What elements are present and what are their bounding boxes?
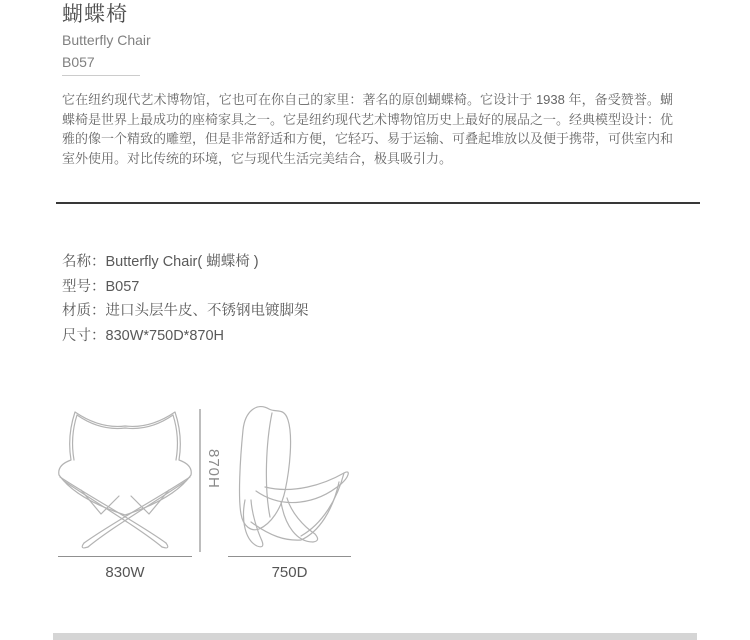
product-description: 它在纽约现代艺术博物馆，它也可在你自己的家里：著名的原创蝴蝶椅。它设计于 1938 年，备受赞誉。蝴蝶椅是世界上最成功的座椅家具之一。它是纽约现代艺术博物馆历史上最好的展品之一。经典模型设计：优雅的像一个精致的雕塑，但是非常舒适和方便，它轻巧、易于运输、可叠起堆放以及便于携带，可供室内和室外使用。对比传统的环境，它与现代生活完美结合，极具吸引力。 <box>62 92 674 166</box>
section-separator <box>56 202 700 204</box>
front-width-dimension-label: 830W <box>105 564 145 581</box>
spec-value: Butterfly Chair( 蝴蝶椅 ) <box>105 254 259 270</box>
height-dimension-label: 870H <box>205 449 222 489</box>
chair-side-view-drawing <box>225 402 355 558</box>
spec-value: 进口头层牛皮、不锈钢电镀脚架 <box>105 303 309 320</box>
height-dimension-line <box>199 409 201 552</box>
spec-label: 型号 <box>62 278 91 295</box>
front-width-dimension-line <box>58 556 192 557</box>
spec-colon: ： <box>91 254 106 270</box>
spec-colon: ： <box>91 328 106 345</box>
spec-label: 名称 <box>62 254 91 270</box>
spec-value: 830W*750D*870H <box>105 328 224 345</box>
spec-colon: ： <box>91 303 106 320</box>
bottom-divider-bar <box>53 633 697 640</box>
side-depth-dimension-label: 750D <box>271 564 308 581</box>
spec-label: 尺寸 <box>62 328 91 345</box>
spec-row-material <box>62 299 309 324</box>
spec-colon: ： <box>91 278 106 295</box>
side-depth-dimension-line <box>228 556 351 557</box>
page-title: 蝴蝶椅 <box>62 3 128 26</box>
spec-value: B057 <box>105 278 140 295</box>
spec-row-model <box>62 275 309 300</box>
product-name-en: Butterfly Chair <box>62 32 151 48</box>
spec-row-size <box>62 324 309 349</box>
spec-label: 材质 <box>62 303 91 320</box>
spec-row-name <box>62 250 309 275</box>
title-divider <box>62 75 140 76</box>
product-model: B057 <box>62 54 95 70</box>
chair-front-view-drawing <box>55 402 195 558</box>
spec-list <box>62 250 309 349</box>
